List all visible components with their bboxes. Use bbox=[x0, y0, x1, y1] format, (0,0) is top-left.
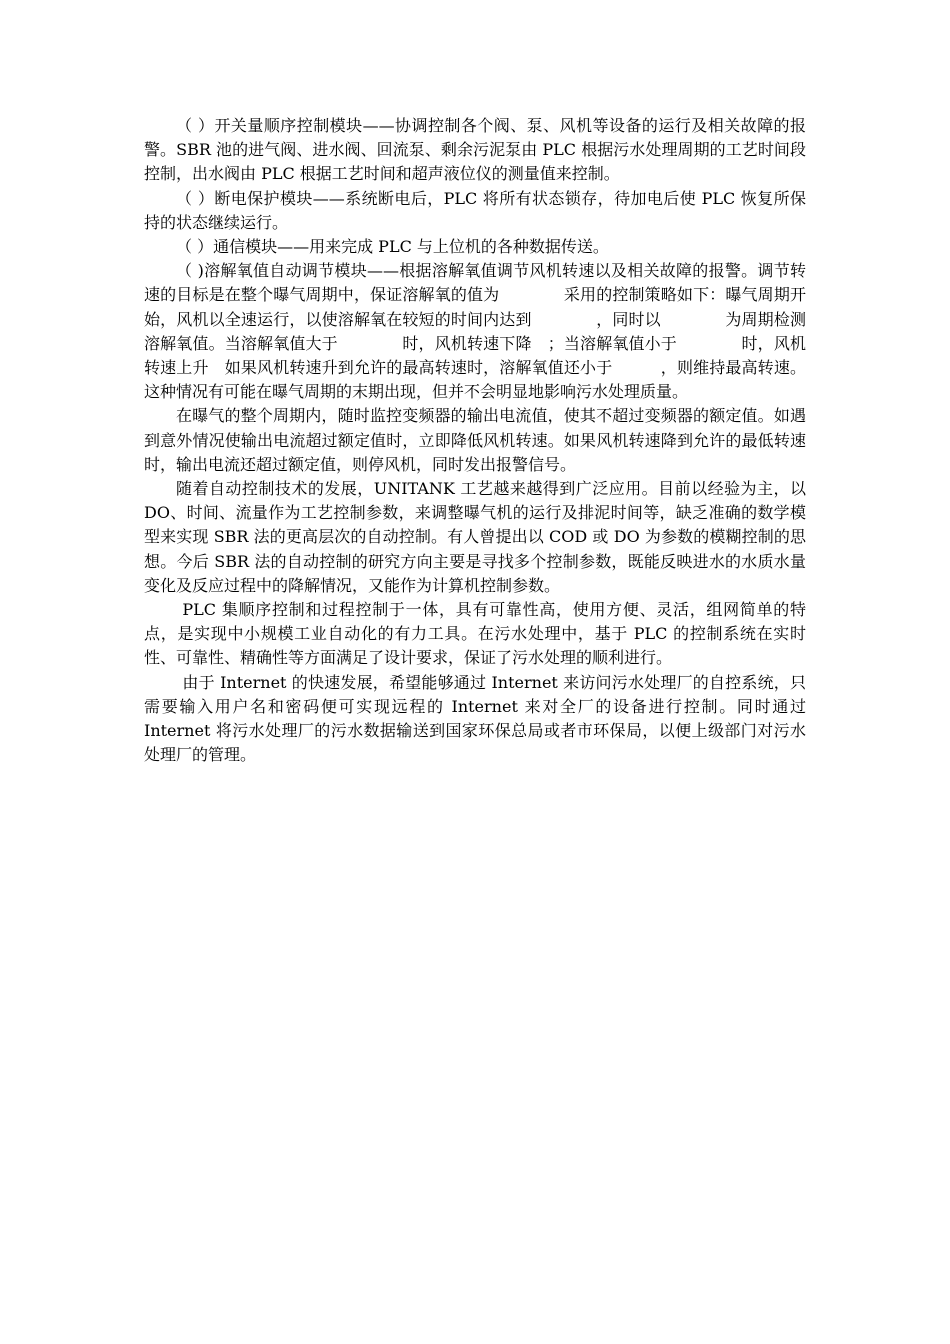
paragraph-dissolved-oxygen-module: （ )溶解氧值自动调节模块——根据溶解氧值调节风机转速以及相关故障的报警。调节转速的目标是在整个曝气周期中，保证溶解氧的值为 采用的控制策略如下：曝气周期开始，风机以全速运行，以使溶解氧在较短的时间内达到 ，同时以 为周期检测溶解氧值。当溶解氧值大于 时，风机转速下降 ；当溶解氧值小于 时，风机转速上升 如果风机转速升到允许的最高转速时，溶解氧值还小于 ，则维持最高转速。这种情况有可能在曝气周期的末期出现，但并不会明显地影响污水处理质量。 bbox=[144, 261, 806, 402]
paragraph-unitank-process: 随着自动控制技术的发展，UNITANK 工艺越来越得到广泛应用。目前以经验为主，以 DO、时间、流量作为工艺控制参数，来调整曝气机的运行及排泥时间等，缺乏准确的数学模型来实现 SBR 法的更高层次的自动控制。有人曾提出以 COD 或 DO 为参数的模糊控制的思想。今后 SBR 法的自动控制的研究方向主要是寻找多个控制参数，既能反映进水的水质水量变化及反应过程中的降解情况，又能作为计算机控制参数。 bbox=[144, 479, 806, 595]
paragraph-plc-advantages: PLC 集顺序控制和过程控制于一体，具有可靠性高，使用方便、灵活，组网简单的特点，是实现中小规模工业自动化的有力工具。在污水处理中，基于 PLC 的控制系统在实时性、可靠性、精确性等方面满足了设计要求，保证了污水处理的顺利进行。 bbox=[144, 600, 806, 668]
paragraph-internet-remote-control: 由于 Internet 的快速发展，希望能够通过 Internet 来访问污水处理厂的自控系统，只需要输入用户名和密码便可实现远程的 Internet 来对全厂的设备进行控制。同时通过 Internet 将污水处理厂的污水数据输送到国家环保总局或者市环保局，以便上级部门对污水处理厂的管理。 bbox=[144, 672, 806, 765]
paragraph-power-failure-module: （ ）断电保护模块——系统断电后，PLC 将所有状态锁存，待加电后使 PLC 恢复所保持的状态继续运行。 bbox=[144, 188, 806, 232]
paragraph-switch-sequence-module: （ ）开关量顺序控制模块——协调控制各个阀、泵、风机等设备的运行及相关故障的报警。SBR 池的进气阀、进水阀、回流泵、剩余污泥泵由 PLC 根据污水处理周期的工艺时间段控制，出水阀由 PLC 根据工艺时间和超声液位仪的测量值来控制。 bbox=[144, 116, 806, 184]
document-page bbox=[144, 114, 806, 767]
paragraph-communication-module: （ ）通信模块——用来完成 PLC 与上位机的各种数据传送。 bbox=[176, 237, 609, 257]
paragraph-inverter-current-monitoring: 在曝气的整个周期内，随时监控变频器的输出电流值，使其不超过变频器的额定值。如遇到意外情况使输出电流超过额定值时，立即降低风机转速。如果风机转速降到允许的最低转速时，输出电流还超过额定值，则停风机，同时发出报警信号。 bbox=[144, 406, 806, 474]
